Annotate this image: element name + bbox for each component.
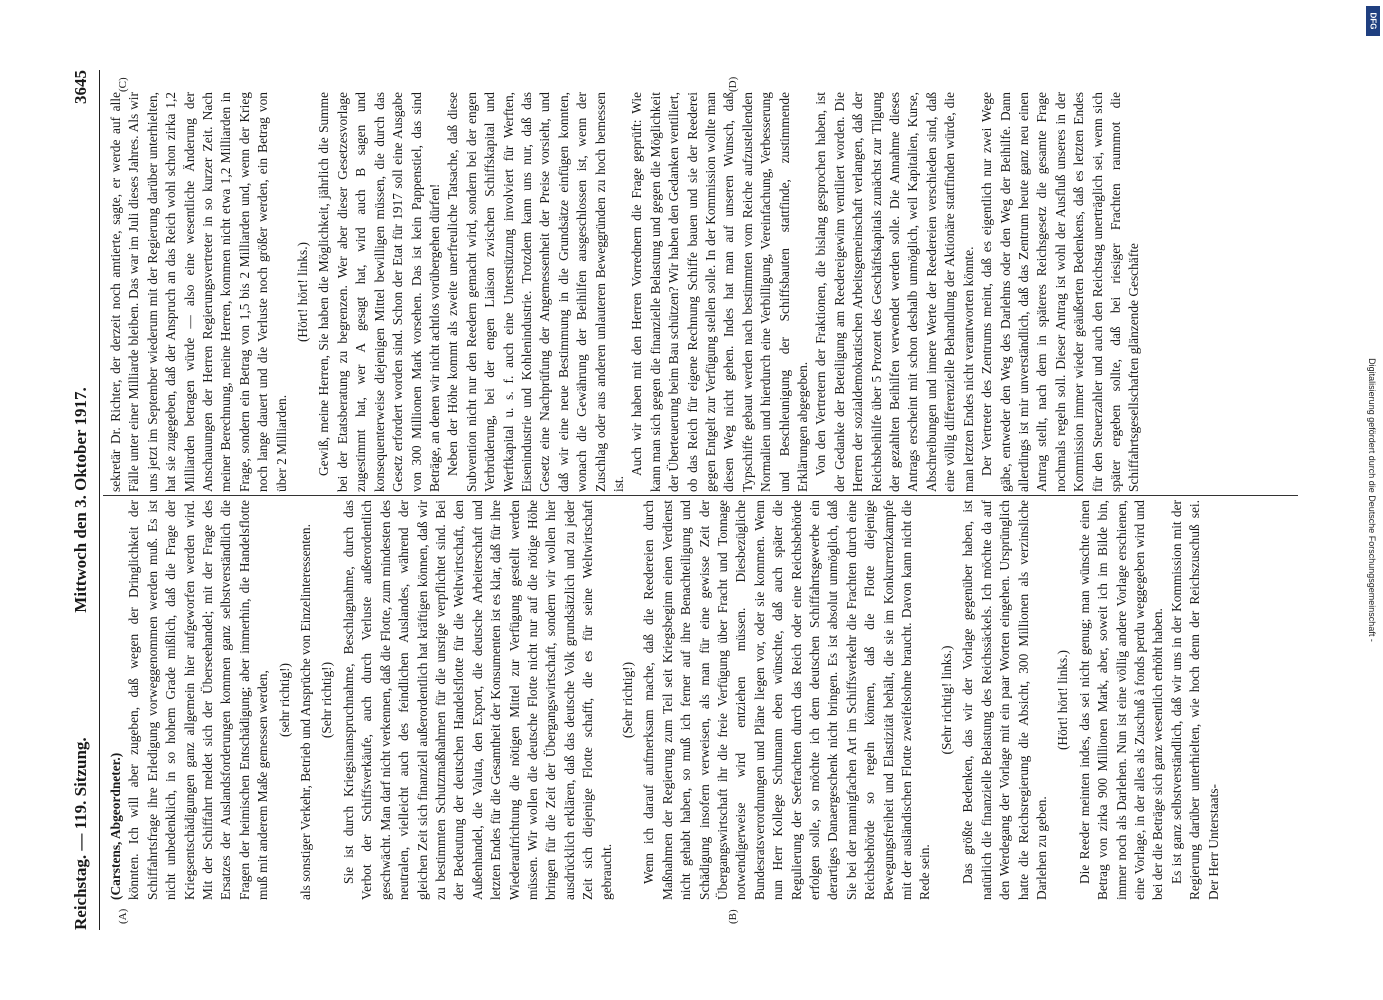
margin-marker-b: (B) xyxy=(726,909,739,924)
paragraph: Gewiß, meine Herren, Sie haben die Möglichkeit, jährlich die Summe bei der Etatsberatung zu begrenzen. Wer aber dieser Gesetzesvorlage zugestimmt hat, wer A gesagt hat, wird auch B sagen und konsequenterweise diejenigen Mittel bewilligen müssen, die durch das Gesetz erfordert worden sind. Schon der Etat für 1917 soll eine Ausgabe von 300 Millionen Mark vorsehen. Das ist kein Pappenstiel, das sind Beträge, an denen wir nicht achtlos vorübergehen dürfen! xyxy=(315,92,442,492)
header-left: Reichstag. — 119. Sitzung. xyxy=(70,737,90,930)
margin-marker-d: (D) xyxy=(726,76,739,92)
margin-marker-a: (A) xyxy=(116,908,129,924)
speaker-name: (Carstens, Abgeordneter.) xyxy=(107,752,123,900)
paragraph: Die Reeder meinten indes, das sei nicht genug; man wünschte einen Betrag von zirka 900 Millionen Mark, aber, soweit ich im Bilde bin, immer noch als Darlehen. Nun ist eine völlig andere Vorlage erschienen, eine Vorlage, in der alles als Zuschuß à fonds perdu weggegeben wird und bei der die Beträge sich ganz wesentlich erhöht haben. xyxy=(1076,500,1165,900)
interjection: (Sehr richtig!) xyxy=(318,661,334,739)
rotated-page xyxy=(37,30,1347,970)
paragraph: Neben der Höhe kommt als zweite unerfreuliche Tatsache, daß diese Subvention nicht nur den Reedern gemacht wird, sondern bei der engen Verbrüderung, bei der engen Liaison zwischen Schiffskapital und Werftkapital u. s. f. auch eine Unterstützung involviert für Werften, Eisenindustrie und Kohlenindustrie. Trotzdem kann uns nur, daß das Gesetz eine Nachprüfung der Angemessenheit der Preise vorsieht, und daß wir eine neue Bestimmung in die Grundsätze einfügen konnten, wonach die Gewährung der Beihilfen ausgeschlossen ist, wenn der Zuschlag oder aus anderen unlauteren Beweggründen zu hoch bemessen ist. xyxy=(444,92,626,492)
running-head xyxy=(67,70,95,930)
paragraph: Auch wir haben mit den Herren Vorrednern die Frage geprüft: Wie kann man sich gegen die finanzielle Belastung und gegen die Möglichkeit der Überteuerung beim Bau schützen? Wir haben den Gedanken ventiliert, ob das Reich für eigene Rechnung Schiffe bauen und sie der Reederei gegen Entgelt zur Verfügung stellen solle. In der Kommission wollte man diesen Weg nicht gehen. Indes hat man auf unseren Wunsch, daß Typschiffe gebaut werden nach bestimmten vom Reiche aufzustellenden Normalien und hierdurch eine Verbilligung, Vereinfachung, Verbesserung und Beschleunigung der Schiffsbauten stattfinde, zustimmende Erklärungen abgegeben. xyxy=(628,92,810,492)
dfg-logo xyxy=(1366,6,1380,36)
paragraph: sekretär Dr. Richter, der derzeit noch amtierte, sagte, er werde auf alle Fälle unter einer Milliarde bleiben. Das war im Juli dieses Jahres. Als wir uns jetzt im September wiederum mit der Regierung darüber unterhielten, hat sie zugegeben, daß der Anspruch an das Reich wohl schon zirka 1,2 Milliarden betragen würde — also eine wesentliche Änderung der Anschauungen der Herren Regierungsvertreter in so kurzer Zeit. Nach meiner Berechnung, meine Herren, kommen nicht etwa 1,2 Milliarden in Frage, sondern ein Betrag von 1,5 bis 2 Milliarden und, wenn der Krieg noch lange dauert und die Verluste noch größer werden, ein Betrag von über 2 Milliarden. xyxy=(107,92,289,492)
margin-marker-c: (C) xyxy=(116,77,129,92)
right-column xyxy=(107,92,1297,492)
paragraph: Sie ist durch Kriegsinanspruchnahme, Beschlagnahme, durch das Verbot der Schiffsverkäufe, auch durch Verluste außerordentlich geschwächt. Man darf nicht verkennen, daß die Flotte, zum mindesten des neutralen, vielleicht auch des feindlichen Auslandes, während der gleichen Zeit sich finanziell außerordentlich hat kräftigen können, daß wir zu bestimmten Schutzmaßnahmen für die unsrige verpflichtet sind. Bei der Bedeutung der deutschen Handelsflotte für die Weltwirtschaft, den Außenhandel, die Valuta, den Export, die deutsche Arbeiterschaft und letzten Endes für die Gesamtheit der Konsumenten ist es klar, daß für ihre Wiederaufrichtung die nötigen Mittel zur Verfügung gestellt werden müssen. Wir wollen die deutsche Flotte nicht nur auf die nötige Höhe bringen für die Zeit der Übergangswirtschaft, sondern wir wollen hier ausdrücklich erklären, daß das deutsche Volk grundsätzlich und zu jeder Zeit sich diejenige Flotte schafft, die es für seine Weltwirtschaft gebraucht. xyxy=(340,500,614,900)
interjection: (Hört! hört! links.) xyxy=(1054,649,1070,751)
interjection: (Hört! hört! links.) xyxy=(294,241,310,343)
paragraph: Von den Vertretern der Fraktionen, die bislang gesprochen haben, ist der Gedanke der Beteiligung am Reedereigewinn ventiliert worden. Die Herren der sozialdemokratischen Arbeitsgemeinschaft verlangen, daß der Reichsbeihilfe über 5 Prozent des Geschäftskapitals zunächst zur Tilgung der gezahlten Beihilfen verwendet werden solle. Die Annahme dieses Antrags erscheint mit schon deshalb unmöglich, weil Kapitalien, Kurse, Abschreibungen und innere Werte der Reedereien verschieden sind, daß eine völlig differenzielle Behandlung der Aktionäre stattfinden würde, die man letzten Endes nicht verantworten könnte. xyxy=(812,92,976,492)
paragraph: Das größte Bedenken, das wir der Vorlage gegenüber haben, ist natürlich die finanzielle Belastung des Reichssäckels. Ich möchte da auf den Werdegang der Vorlage mit ein paar Worten eingehen. Ursprünglich hatte die Reichsregierung die Absicht, 300 Millionen als verzinsliche Darlehen zu geben. xyxy=(959,500,1049,900)
interjection: (Sehr richtig! links.) xyxy=(938,645,954,755)
page-number: 3645 xyxy=(70,70,90,104)
digitization-credit xyxy=(1365,40,1379,960)
dfg-logo-text: DFG xyxy=(1368,12,1378,30)
header-rule xyxy=(99,70,100,930)
paragraph: als sonstiger Verkehr, Betrieb und Ansprüche von Einzelinteressenten. xyxy=(297,524,313,900)
paragraph: Der Vertreter des Zentrums meint, daß es eigentlich nur zwei Wege gäbe, entweder den Weg des Darlehns oder den Weg der Beihilfe. Dann allerdings ist mir unverständlich, daß das Zentrum heute ganz neu einen Antrag stellt, nach dem in späteres Reichsgesetz die gesamte Frage nochmals regeln soll. Dieser Antrag ist wohl der Ausfluß unseres in der Kommission immer wieder geäußerten Bedenkens, daß es letzten Endes für den Steuerzahler und auch den Reichstag unerträglich sei, wenn sich später ergeben sollte, daß bei riesiger Frachten raummot die Schiffahrtsgesellschaften glänzende Geschäfte xyxy=(978,92,1141,492)
interjection: (Sehr richtig!) xyxy=(619,661,635,739)
left-column xyxy=(107,500,1297,900)
paragraph: könnten. Ich will aber zugeben, daß wegen der Dringlichkeit der Schiffahrtsfrage ihre Erledigung vorweggenommen werden muß. Es ist nicht unbedenklich, in so hohem Grade mißlich, daß die Frage der Kriegsentschädigungen ganz allgemein hier aufgeworfen werden wird. Mit der Schiffahrt meldet sich der Überseehandel; mit der Frage des Ersatzes der Auslandsforderungen kommen ganz selbstverständlich die Fragen der heimischen Entschädigung; aber immerhin, die Handelsflotte muß mit anderem Maße gemessen werden, xyxy=(125,500,270,900)
interjection: (sehr richtig!) xyxy=(276,663,292,737)
column-divider xyxy=(103,495,1298,496)
credit-text: Digitalisierung gefördert durch die Deutsche Forschungsgemeinschaft - xyxy=(1367,358,1377,642)
paragraph: Es ist ganz selbstverständlich, daß wir uns in der Kommission mit der Regierung darüber unterhielten, wie hoch denn der Reichszuschuß sei. Der Herr Unterstaats- xyxy=(1168,500,1221,900)
header-date: Mittwoch den 3. Oktober 1917. xyxy=(70,387,90,613)
paragraph: Wenn ich darauf aufmerksam mache, daß die Reedereien durch Maßnahmen der Regierung zum Teil seit Kriegsbeginn einen Verdienst nicht gehabt haben, so muß ich ferner auf ihre Benachteiligung und Schädigung insofern verweisen, als man für eine gewisse Zeit der Übergangswirtschaft ihr die freie Verfügung über Fracht und Tonnage notwendigerweise wird entziehen müssen. Diesbezügliche Bundesratsverordnungen und Pläne liegen vor, oder sie kommen. Wenn nun Herr Kollege Schumann eben wünschte, daß auch später die Regulierung der Seefrachten durch das Reich oder eine Reichsbehörde erfolgen solle, so möchte ich dem deutschen Schiffahrtsgewerbe ein derartiges Danaergeschenk nicht bringen. Es ist absolut unmöglich, daß Sie bei der mannigfachen Art im Schiffsverkehr die Frachten durch eine Reichsbehörde so regeln können, daß die Flotte diejenige Bewegungsfreiheit und Elastizität behält, die sie im Konkurrenzkampfe mit der ausländischen Flotte zweifelsohne braucht. Davon kann nicht die Rede sein. xyxy=(640,500,932,900)
